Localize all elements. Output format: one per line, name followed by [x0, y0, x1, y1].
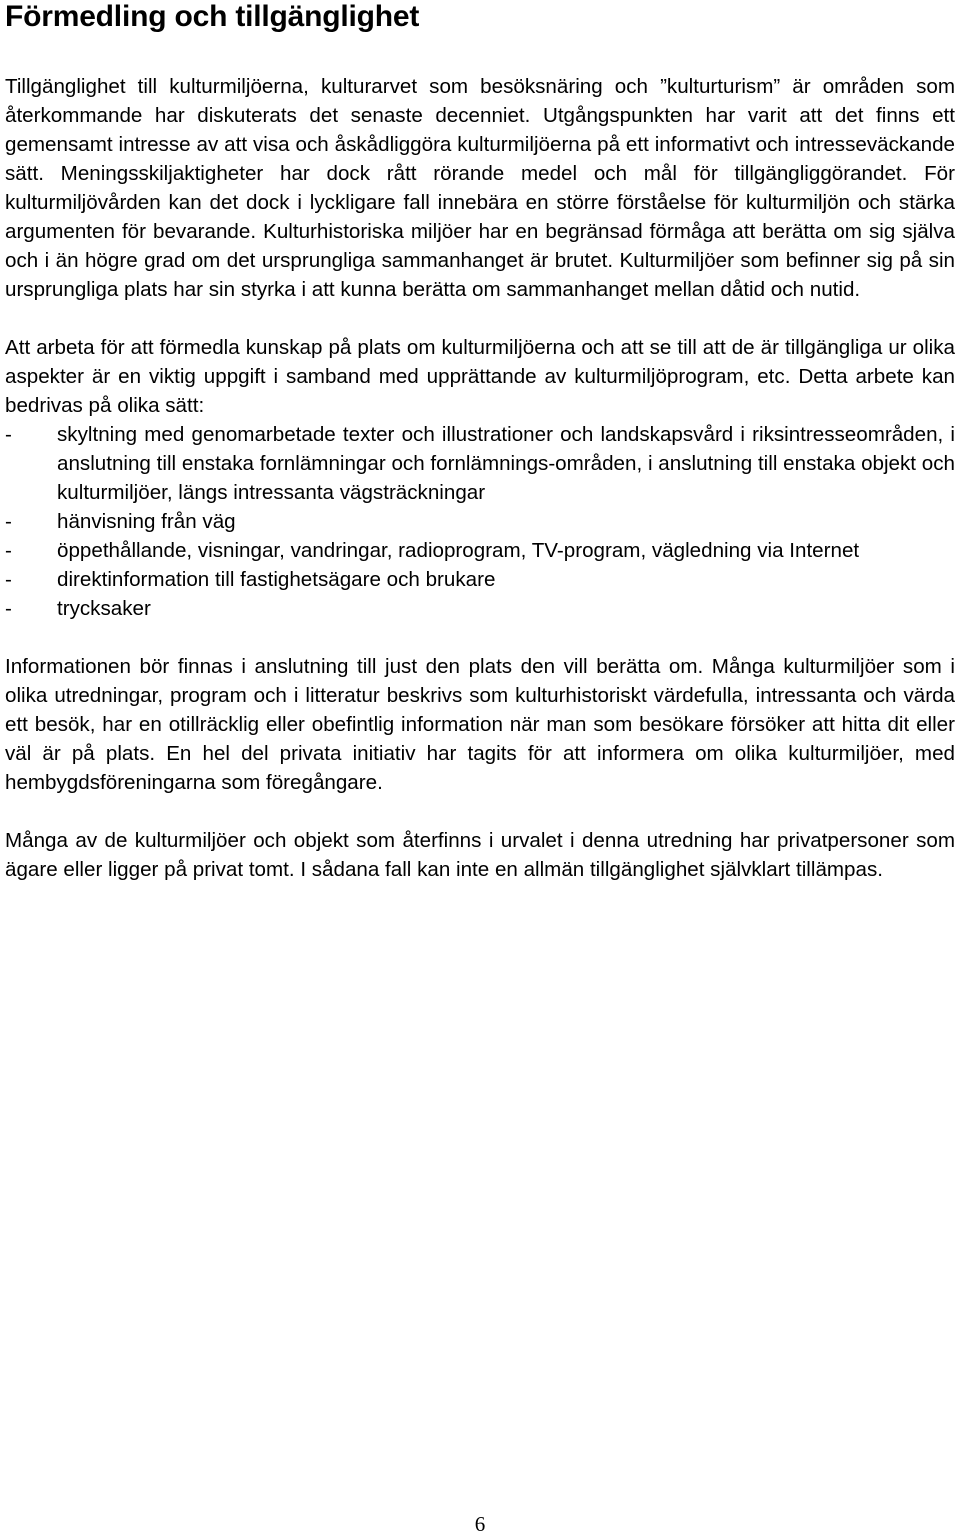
list-dash: -: [5, 539, 12, 562]
list-dash: -: [5, 568, 12, 591]
list-item: [5, 507, 955, 536]
page-number: 6: [474, 1512, 486, 1536]
list-item-text: öppethållande, visningar, vandringar, radioprogram, TV-program, vägledning via Internet: [57, 539, 860, 562]
paragraph-methods: Att arbeta för att förmedla kunskap på plats om kulturmiljöerna och att se till att de är tillgängliga ur olika aspekter är en viktig uppgift i samband med upprättande av kulturmiljöprogram, etc. Detta arbete kan bedrivas på olika sätt:: [5, 336, 955, 417]
list-item: [5, 420, 955, 507]
page-title: Förmedling och tillgänglighet: [5, 0, 420, 33]
list-item: [5, 594, 955, 623]
paragraph-intro: Tillgänglighet till kulturmiljöerna, kulturarvet som besöksnäring och ”kulturturism” är områden som återkommande har diskuterats det senaste decenniet. Utgångspunkten har varit att det finns ett gemensamt intresse av att visa och åskådliggöra kulturmiljöerna på ett informativt och intresseväckande sätt. Meningsskiljaktigheter har dock rått rörande medel och mål för tillgängliggörandet. För kulturmiljövården kan det dock i lyckligare fall innebära en större förståelse för kulturmiljön och stärka argumenten för bevarande. Kulturhistoriska miljöer har en begränsad förmåga att berätta om sig själva och i än högre grad om det ursprungliga sammanhanget är brutet. Kulturmiljöer som befinner sig på sin ursprungliga plats har sin styrka i att kunna berätta om sammanhanget mellan dåtid och nutid.: [5, 75, 955, 301]
list-item: [5, 536, 955, 565]
list-dash: -: [5, 510, 12, 533]
list-dash: -: [5, 597, 12, 620]
list-item-text: direktinformation till fastighetsägare och brukare: [57, 568, 496, 591]
list-dash: -: [5, 423, 12, 446]
document-page: [5, 0, 955, 884]
list-item-text: skyltning med genomarbetade texter och illustrationer och landskapsvård i riksintresseområden, i anslutning till enstaka fornlämningar och fornlämnings-områden, i anslutning till enstaka objekt och kulturmiljöer, längs intressanta vägsträckningar: [57, 423, 955, 504]
list-item-text: hänvisning från väg: [57, 510, 236, 533]
methods-list: [5, 420, 955, 623]
paragraph-information: Informationen bör finnas i anslutning till just den plats den vill berätta om. Många kulturmiljöer som i olika utredningar, program och i litteratur beskrivs som kulturhistoriskt värdefulla, intressanta och värda ett besök, har en otillräcklig eller obefintlig information när man som besökare försöker att hitta dit eller väl är på plats. En hel del privata initiativ har tagits för att informera om olika kulturmiljöer, med hembygdsföreningarna som föregångare.: [5, 655, 955, 794]
list-item-text: trycksaker: [57, 597, 151, 620]
paragraph-private-ownership: Många av de kulturmiljöer och objekt som återfinns i urvalet i denna utredning har privatpersoner som ägare eller ligger på privat tomt. I sådana fall kan inte en allmän tillgänglighet självklart tillämpas.: [5, 829, 955, 881]
list-item: [5, 565, 955, 594]
